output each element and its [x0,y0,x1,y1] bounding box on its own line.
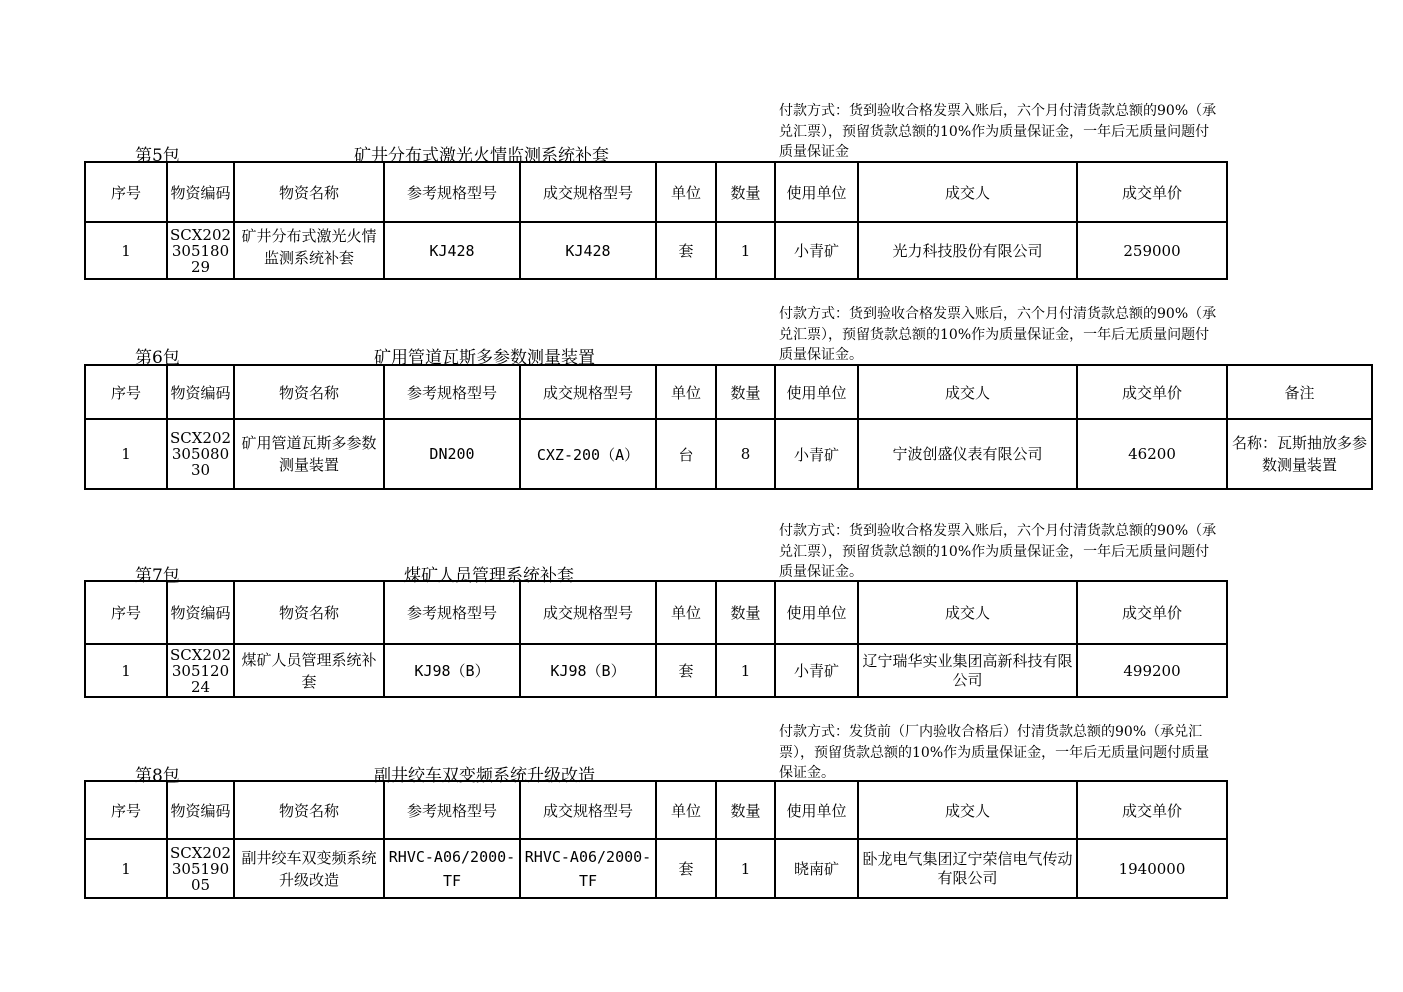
material-code: SCX20230508030 [167,419,234,489]
material-code: SCX20230519005 [167,839,234,898]
material-name: 矿用管道瓦斯多参数测量装置 [234,419,384,489]
header-cell: 参考规格型号 [384,162,520,222]
header-cell: 成交规格型号 [520,581,656,644]
unit: 套 [656,644,716,697]
user-unit: 晓南矿 [775,839,858,898]
quantity: 1 [716,222,775,279]
header-cell: 物资名称 [234,581,384,644]
row-no: 1 [85,419,167,489]
deal-spec: CXZ-200（A） [520,419,656,489]
deal-spec: RHVC-A06/2000-TF [520,839,656,898]
header-cell: 成交人 [858,162,1077,222]
header-cell: 使用单位 [775,162,858,222]
quantity: 1 [716,839,775,898]
package-label: 第5包 [135,146,180,166]
header-row [85,781,1227,839]
package-table [84,780,1228,899]
unit: 套 [656,222,716,279]
winner: 卧龙电气集团辽宁荣信电气传动有限公司 [858,839,1077,898]
material-name [234,222,384,279]
material-name: 煤矿人员管理系统补套 [234,644,384,697]
row-no: 1 [85,839,167,898]
material-code: SCX20230512024 [167,644,234,697]
winner: 光力科技股份有限公司 [858,222,1077,279]
package-label: 第7包 [135,566,180,586]
header-cell: 物资名称 [234,162,384,222]
header-cell: 参考规格型号 [384,365,520,419]
header-cell: 成交单价 [1077,781,1227,839]
payment-terms: 付款方式：货到验收合格发票入账后，六个月付清货款总额的90%（承兑汇票），预留货款总额的10%作为质量保证金，一年后无质量问题付质量保证金。 [779,523,1217,580]
header-cell: 物资编码 [167,781,234,839]
header-cell: 成交人 [858,365,1077,419]
header-cell: 参考规格型号 [384,781,520,839]
header-row [85,162,1227,222]
material-name: 副井绞车双变频系统升级改造 [234,839,384,898]
ref-spec: DN200 [384,419,520,489]
package-label: 第8包 [135,766,180,786]
ref-spec: RHVC-A06/2000-TF [384,839,520,898]
material-code: SCX20230518029 [167,222,234,279]
payment-terms: 付款方式：货到验收合格发票入账后，六个月付清货款总额的90%（承兑汇票），预留货款总额的10%作为质量保证金，一年后无质量问题付质量保证金 [779,103,1217,160]
header-row [85,581,1227,644]
unit-price: 499200 [1077,644,1227,697]
ref-spec: KJ98（B） [384,644,520,697]
header-cell: 物资编码 [167,365,234,419]
header-cell: 成交规格型号 [520,365,656,419]
header-cell: 成交人 [858,581,1077,644]
header-cell: 序号 [85,162,167,222]
unit-price: 1940000 [1077,839,1227,898]
header-cell: 序号 [85,365,167,419]
deal-spec: KJ428 [520,222,656,279]
header-cell: 成交规格型号 [520,162,656,222]
winner: 宁波创盛仪表有限公司 [858,419,1077,489]
header-cell: 使用单位 [775,781,858,839]
table-row [85,644,1227,697]
header-cell: 单位 [656,365,716,419]
header-cell: 物资编码 [167,581,234,644]
quantity: 8 [716,419,775,489]
header-cell: 使用单位 [775,581,858,644]
header-cell: 序号 [85,781,167,839]
header-cell: 序号 [85,581,167,644]
winner: 辽宁瑞华实业集团高新科技有限公司 [858,644,1077,697]
user-unit: 小青矿 [775,644,858,697]
material-name-text: 矿井分布式激光火情监测系统补套 [241,226,377,267]
remark-header: 备注 [1227,365,1372,419]
header-cell: 单位 [656,581,716,644]
unit-price: 46200 [1077,419,1227,489]
unit-price: 259000 [1077,222,1227,279]
header-cell: 物资编码 [167,162,234,222]
header-cell: 成交单价 [1077,162,1227,222]
package-title: 副井绞车双变频系统升级改造 [374,766,595,786]
header-cell: 成交单价 [1077,581,1227,644]
package-title: 煤矿人员管理系统补套 [404,566,574,586]
header-cell: 使用单位 [775,365,858,419]
package-table [84,364,1373,490]
user-unit: 小青矿 [775,419,858,489]
table-row [85,839,1227,898]
header-cell: 成交规格型号 [520,781,656,839]
deal-spec: KJ98（B） [520,644,656,697]
unit: 台 [656,419,716,489]
header-cell: 成交单价 [1077,365,1227,419]
package-table [84,580,1228,698]
payment-terms: 付款方式：发货前（厂内验收合格后）付清货款总额的90%（承兑汇票），预留货款总额的10%作为质量保证金，一年后无质量问题付质量保证金。 [779,724,1210,781]
header-cell: 单位 [656,781,716,839]
unit: 套 [656,839,716,898]
header-cell: 数量 [716,581,775,644]
package-table [84,161,1228,280]
user-unit: 小青矿 [775,222,858,279]
package-title: 矿井分布式激光火情监测系统补套 [354,146,609,166]
remark: 名称：瓦斯抽放多参数测量装置 [1227,419,1372,489]
payment-terms: 付款方式：货到验收合格发票入账后，六个月付清货款总额的90%（承兑汇票），预留货款总额的10%作为质量保证金，一年后无质量问题付质量保证金。 [779,306,1217,363]
table-row [85,222,1227,279]
package-label: 第6包 [135,348,180,368]
header-cell: 参考规格型号 [384,581,520,644]
header-row [85,365,1372,419]
package-title: 矿用管道瓦斯多参数测量装置 [374,348,595,368]
header-cell: 成交人 [858,781,1077,839]
row-no: 1 [85,644,167,697]
row-no: 1 [85,222,167,279]
header-cell: 物资名称 [234,781,384,839]
header-cell: 数量 [716,365,775,419]
header-cell: 单位 [656,162,716,222]
header-cell: 数量 [716,781,775,839]
ref-spec: KJ428 [384,222,520,279]
quantity: 1 [716,644,775,697]
table-row [85,419,1372,489]
header-cell: 数量 [716,162,775,222]
header-cell: 物资名称 [234,365,384,419]
